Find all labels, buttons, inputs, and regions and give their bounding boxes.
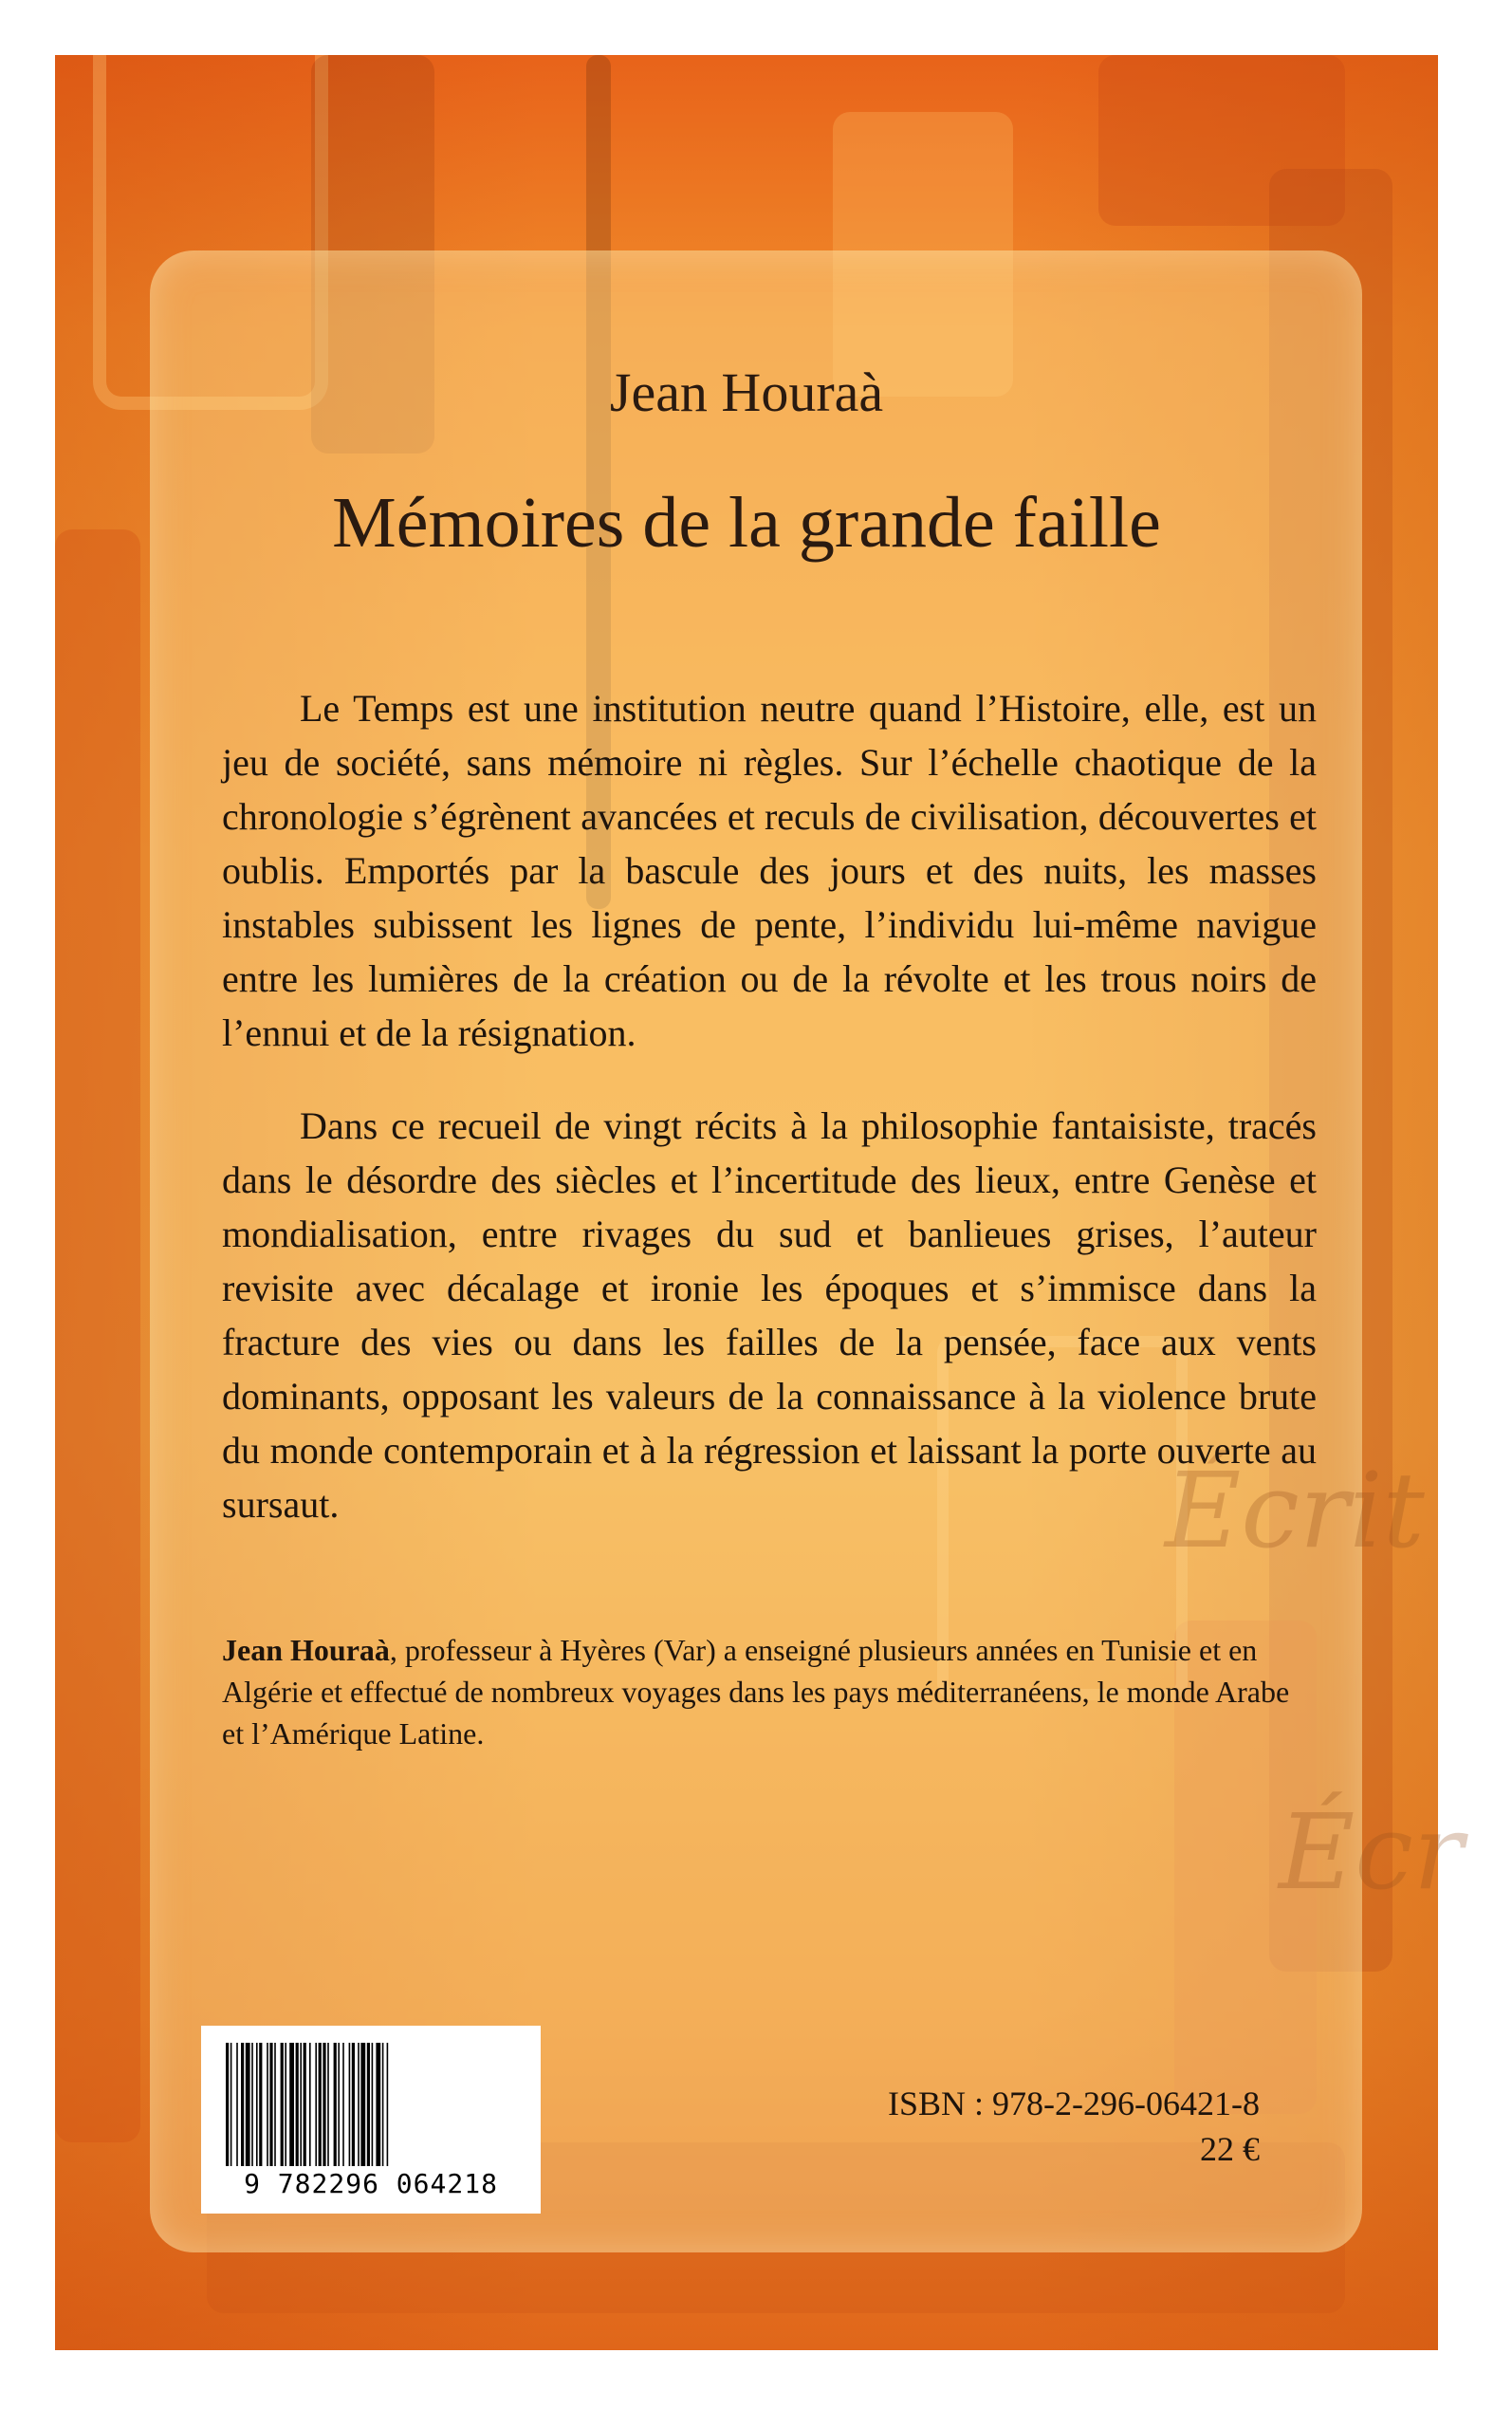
barcode-bar: [342, 2043, 344, 2166]
barcode-bar: [319, 2043, 322, 2166]
barcode-bar: [382, 2043, 384, 2166]
author-bio-text: , professeur à Hyères (Var) a enseigné plusieurs années en Tunisie et en Algérie et effectué de nombreux voyages dans les pays méditerranéens, le monde Arabe et l’Amérique Latine.: [222, 1633, 1290, 1751]
barcode-bar: [315, 2043, 317, 2166]
isbn: ISBN : 978-2-296-06421-8: [888, 2085, 1260, 2122]
author-name: Jean Houraà: [609, 361, 884, 423]
barcode-bar: [372, 2043, 374, 2166]
barcode-bar: [304, 2043, 306, 2166]
barcode-bar: [256, 2043, 258, 2166]
book-back-cover: [55, 55, 1464, 2350]
book-title: Mémoires de la grande faille: [332, 483, 1161, 563]
barcode-bar: [226, 2043, 229, 2166]
summary-paragraph-2: Dans ce recueil de vingt récits à la philosophie fantaisiste, tracés dans le désordre des siècles et l’incertitude des lieux, entre Genèse et mondialisation, entre rivages du sud et banlieues grises, l’auteur revisite avec décalage et ironie les époques et s’immisce dans la fracture des vies ou dans les failles de la pensée, face aux vents dominants, opposant les valeurs de la connaissance à la violence brute du monde contemporain et à la régression et laissant la porte ouverte au sursaut.: [222, 1104, 1317, 1526]
barcode-bar: [246, 2043, 250, 2166]
decorative-script-text: Écr: [1279, 1791, 1464, 1913]
barcode-bar: [285, 2043, 286, 2166]
barcode-bar: [334, 2043, 337, 2166]
barcode-bar: [367, 2043, 370, 2166]
barcode-bars: [222, 2043, 520, 2166]
barcode-bar: [323, 2043, 325, 2166]
barcode-bar: [360, 2043, 365, 2166]
barcode-bar: [387, 2043, 389, 2166]
barcode-bar: [300, 2043, 302, 2166]
author-bio: [222, 1629, 1317, 1754]
barcode-bar: [289, 2043, 294, 2166]
author-bio-name: Jean Houraà: [222, 1633, 390, 1667]
barcode-bar: [376, 2043, 380, 2166]
barcode-bar: [358, 2043, 360, 2166]
barcode-bar: [309, 2043, 311, 2166]
barcode-bar: [269, 2043, 272, 2166]
barcode-bar: [281, 2043, 284, 2166]
barcode-bar: [230, 2043, 232, 2166]
barcode-bar: [236, 2043, 238, 2166]
barcode-bar: [338, 2043, 340, 2166]
decorative-script-text: Écrit: [1165, 1450, 1425, 1571]
barcode-bar: [327, 2043, 329, 2166]
barcode-bar: [296, 2043, 299, 2166]
barcode-bar: [241, 2043, 244, 2166]
barcode-digits: 9 782296 064218: [244, 2168, 498, 2199]
barcode-bar: [349, 2043, 351, 2166]
barcode: [201, 2026, 541, 2214]
barcode-bar: [274, 2043, 276, 2166]
price: 22 €: [1200, 2130, 1260, 2168]
decorative-shape: [55, 529, 140, 2142]
barcode-bar: [251, 2043, 253, 2166]
summary-paragraph-1: Le Temps est une institution neutre quand l’Histoire, elle, est un jeu de société, sans mémoire ni règles. Sur l’échelle chaotique de la chronologie s’égrènent avancées et reculs de civilisation, découvertes et oublis. Emportés par la bascule des jours et des nuits, les masses instables subissent les lignes de pente, l’individu lui-même navigue entre les lumières de la création ou de la révolte et les trous noirs de l’ennui et de la résignation.: [222, 687, 1317, 1054]
barcode-bar: [352, 2043, 355, 2166]
decorative-shape: [1098, 55, 1345, 226]
barcode-bar: [267, 2043, 268, 2166]
barcode-bar: [259, 2043, 262, 2166]
